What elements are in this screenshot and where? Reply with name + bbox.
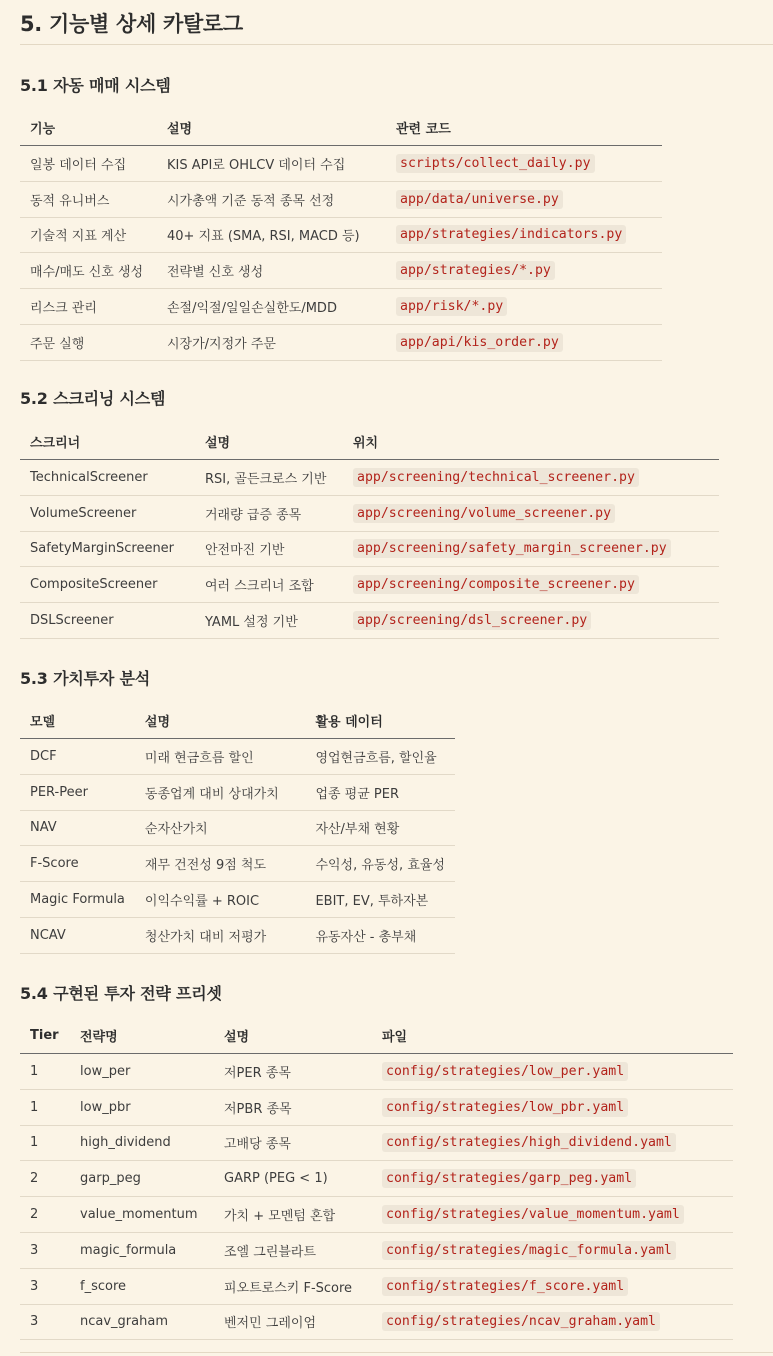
code-path: config/strategies/low_per.yaml [382,1062,628,1081]
column-header: 위치 [343,424,719,460]
table-cell: VolumeScreener [20,495,195,531]
column-header: 설명 [214,1018,372,1054]
table-cell: f_score [70,1268,214,1304]
table-cell: F-Score [20,846,135,882]
table-cell: 3 [20,1232,70,1268]
table-cell: SafetyMarginScreener [20,531,195,567]
column-header: 관련 코드 [386,110,662,146]
table-cell: 벤저민 그레이엄 [214,1304,372,1340]
table-cell: 동적 유니버스 [20,181,157,217]
code-path: app/screening/technical_screener.py [353,468,639,487]
table-cell: NCAV [20,917,135,953]
table-cell: RSI, 골든크로스 기반 [195,460,343,496]
table-row [20,495,719,531]
table-cell: GARP (PEG < 1) [214,1161,372,1197]
title-divider [20,44,773,45]
column-header: 설명 [135,703,306,739]
table-row [20,217,662,253]
table-cell: 자산/부채 현황 [305,810,455,846]
table-row [20,1304,733,1340]
section-heading-5-1: 5.1 자동 매매 시스템 [20,76,171,95]
table-cell: 1 [20,1054,70,1090]
code-path: config/strategies/magic_formula.yaml [382,1241,676,1260]
table-cell: 매수/매도 신호 생성 [20,253,157,289]
table-row [20,1125,733,1161]
table-cell [372,1304,733,1340]
column-header: 파일 [372,1018,733,1054]
page-title: 5. 기능별 상세 카탈로그 [20,12,243,36]
code-path: app/data/universe.py [396,190,563,209]
strategy-preset-table [20,1018,733,1340]
screening-table [20,424,719,639]
table-cell [343,531,719,567]
code-path: app/screening/volume_screener.py [353,504,615,523]
table-cell: YAML 설정 기반 [195,603,343,639]
table-cell: 시장가/지정가 주문 [157,324,386,360]
table-cell: 재무 건전성 9점 척도 [135,846,306,882]
table-row [20,917,455,953]
code-path: scripts/collect_daily.py [396,154,595,173]
section-heading-5-3: 5.3 가치투자 분석 [20,669,151,688]
table-header-row [20,703,455,739]
column-header: 스크리너 [20,424,195,460]
table-cell: 가치 + 모멘텀 혼합 [214,1197,372,1233]
table-cell: 안전마진 기반 [195,531,343,567]
table-row [20,289,662,325]
table-cell [372,1054,733,1090]
table-cell: 업종 평균 PER [305,774,455,810]
table-cell: 1 [20,1125,70,1161]
table-cell [386,253,662,289]
table-row [20,810,455,846]
code-path: config/strategies/f_score.yaml [382,1277,628,1296]
table-cell: PER-Peer [20,774,135,810]
table-cell: 동종업계 대비 상대가치 [135,774,306,810]
table-row [20,1268,733,1304]
table-cell: Magic Formula [20,882,135,918]
table-row [20,324,662,360]
code-path: config/strategies/ncav_graham.yaml [382,1312,660,1331]
table-cell: 리스크 관리 [20,289,157,325]
table-cell: DSLScreener [20,603,195,639]
table-row [20,1089,733,1125]
table-cell: 3 [20,1304,70,1340]
table-cell: 영업현금흐름, 할인율 [305,739,455,775]
table-cell [372,1197,733,1233]
table-cell: 전략별 신호 생성 [157,253,386,289]
table-cell: 청산가치 대비 저평가 [135,917,306,953]
table-cell: ncav_graham [70,1304,214,1340]
table-cell: 손절/익절/일일손실한도/MDD [157,289,386,325]
column-header: 전략명 [70,1018,214,1054]
table-cell: 거래량 급증 종목 [195,495,343,531]
table-cell: 순자산가치 [135,810,306,846]
table-cell [343,567,719,603]
code-path: app/api/kis_order.py [396,333,563,352]
table-header-row [20,424,719,460]
table-cell [386,324,662,360]
table-cell: CompositeScreener [20,567,195,603]
auto-trading-table [20,110,662,361]
code-path: app/screening/composite_screener.py [353,575,639,594]
table-cell [343,603,719,639]
table-row [20,567,719,603]
table-cell [372,1232,733,1268]
table-header-row [20,1018,733,1054]
table-cell: 조엘 그린블라트 [214,1232,372,1268]
table-row [20,1054,733,1090]
code-path: app/screening/safety_margin_screener.py [353,539,671,558]
table-cell [372,1125,733,1161]
table-cell: 기술적 지표 계산 [20,217,157,253]
table-cell [372,1161,733,1197]
table-cell: 40+ 지표 (SMA, RSI, MACD 등) [157,217,386,253]
table-row [20,739,455,775]
table-cell: 주문 실행 [20,324,157,360]
code-path: app/strategies/*.py [396,261,555,280]
table-cell: 고배당 종목 [214,1125,372,1161]
table-cell: 이익수익률 + ROIC [135,882,306,918]
table-cell: NAV [20,810,135,846]
table-cell: 2 [20,1197,70,1233]
table-row [20,253,662,289]
table-cell: low_pbr [70,1089,214,1125]
section-heading-5-4: 5.4 구현된 투자 전략 프리셋 [20,984,222,1003]
table-cell: 3 [20,1268,70,1304]
table-cell: value_momentum [70,1197,214,1233]
table-cell: 수익성, 유동성, 효율성 [305,846,455,882]
table-cell [386,146,662,182]
table-row [20,1161,733,1197]
column-header: 활용 데이터 [305,703,455,739]
code-path: config/strategies/garp_peg.yaml [382,1169,636,1188]
table-cell: 일봉 데이터 수집 [20,146,157,182]
table-row [20,846,455,882]
table-cell: TechnicalScreener [20,460,195,496]
table-row [20,531,719,567]
table-cell: 여러 스크리너 조합 [195,567,343,603]
table-cell: DCF [20,739,135,775]
code-path: app/risk/*.py [396,297,507,316]
table-row [20,460,719,496]
table-cell: 2 [20,1161,70,1197]
code-path: config/strategies/high_dividend.yaml [382,1133,676,1152]
table-cell: KIS API로 OHLCV 데이터 수집 [157,146,386,182]
table-cell: high_dividend [70,1125,214,1161]
table-cell: 시가총액 기준 동적 종목 선정 [157,181,386,217]
column-header: 기능 [20,110,157,146]
table-cell: low_per [70,1054,214,1090]
table-row [20,774,455,810]
section-heading-5-2: 5.2 스크리닝 시스템 [20,389,166,408]
table-cell: 미래 현금흐름 할인 [135,739,306,775]
table-cell: EBIT, EV, 투하자본 [305,882,455,918]
column-header: 설명 [157,110,386,146]
code-path: config/strategies/value_momentum.yaml [382,1205,684,1224]
code-path: config/strategies/low_pbr.yaml [382,1098,628,1117]
column-header: Tier [20,1018,70,1054]
table-cell: 저PER 종목 [214,1054,372,1090]
table-cell [386,289,662,325]
code-path: app/strategies/indicators.py [396,225,626,244]
column-header: 설명 [195,424,343,460]
table-cell: 1 [20,1089,70,1125]
table-cell [343,495,719,531]
table-cell: magic_formula [70,1232,214,1268]
table-row [20,181,662,217]
value-investing-table [20,703,455,954]
table-cell [372,1268,733,1304]
table-cell [372,1089,733,1125]
table-cell: 저PBR 종목 [214,1089,372,1125]
table-row [20,603,719,639]
code-path: app/screening/dsl_screener.py [353,611,591,630]
bottom-divider [20,1352,773,1353]
column-header: 모델 [20,703,135,739]
table-header-row [20,110,662,146]
table-cell: 유동자산 - 총부채 [305,917,455,953]
table-row [20,1197,733,1233]
table-cell [386,181,662,217]
table-row [20,1232,733,1268]
table-cell [386,217,662,253]
table-row [20,146,662,182]
table-cell [343,460,719,496]
table-cell: 피오트로스키 F-Score [214,1268,372,1304]
table-cell: garp_peg [70,1161,214,1197]
table-row [20,882,455,918]
